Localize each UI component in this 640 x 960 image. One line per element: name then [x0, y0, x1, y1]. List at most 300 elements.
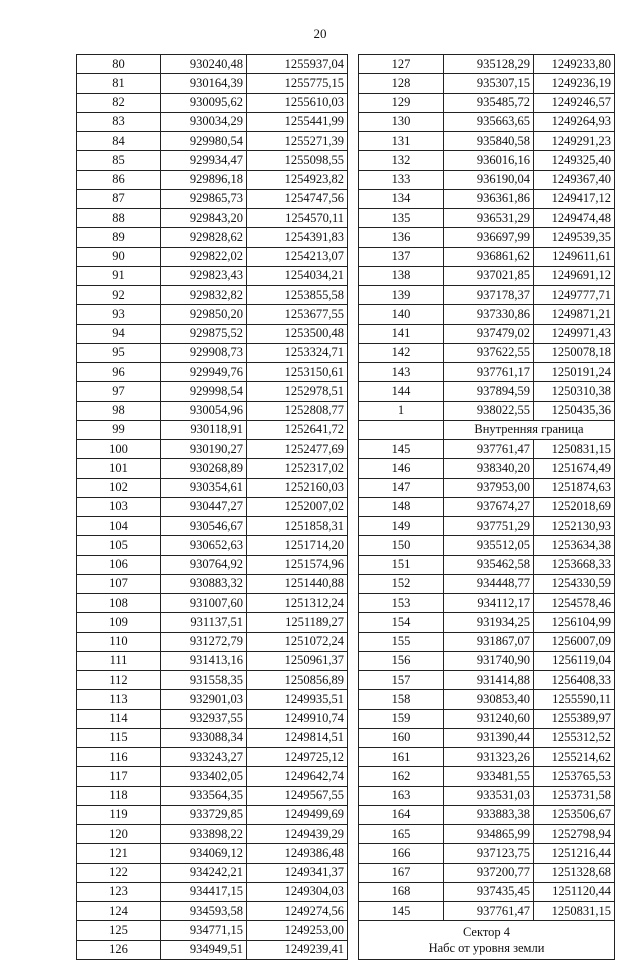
x-coordinate: 935840,58 [444, 132, 534, 151]
point-number: 131 [359, 132, 444, 151]
y-coordinate: 1249233,80 [534, 55, 615, 74]
point-number: 82 [77, 93, 161, 112]
point-number: 150 [359, 536, 444, 555]
x-coordinate: 929865,73 [161, 189, 247, 208]
x-coordinate: 931413,16 [161, 651, 247, 670]
y-coordinate: 1249386,48 [247, 844, 348, 863]
table-row [359, 209, 615, 228]
table-row [77, 805, 348, 824]
table-row [359, 517, 615, 536]
y-coordinate: 1255312,52 [534, 728, 615, 747]
y-coordinate: 1251216,44 [534, 844, 615, 863]
x-coordinate: 929934,47 [161, 151, 247, 170]
table-row [359, 247, 615, 266]
point-number: 149 [359, 517, 444, 536]
table-row [359, 382, 615, 401]
x-coordinate: 933883,38 [444, 805, 534, 824]
table-row [77, 74, 348, 93]
x-coordinate: 929822,02 [161, 247, 247, 266]
table-row [77, 209, 348, 228]
x-coordinate: 930095,62 [161, 93, 247, 112]
y-coordinate: 1254747,56 [247, 189, 348, 208]
point-number: 104 [77, 517, 161, 536]
table-row [77, 440, 348, 459]
x-coordinate: 933898,22 [161, 825, 247, 844]
point-number: 159 [359, 709, 444, 728]
point-number: 155 [359, 632, 444, 651]
y-coordinate: 1251312,24 [247, 594, 348, 613]
table-row [359, 112, 615, 131]
y-coordinate: 1249291,23 [534, 132, 615, 151]
x-coordinate: 937674,27 [444, 497, 534, 516]
y-coordinate: 1249567,55 [247, 786, 348, 805]
point-number: 126 [77, 940, 161, 959]
y-coordinate: 1255441,99 [247, 112, 348, 131]
x-coordinate: 937761,47 [444, 440, 534, 459]
y-coordinate: 1249474,48 [534, 209, 615, 228]
point-number: 98 [77, 401, 161, 420]
y-coordinate: 1251072,24 [247, 632, 348, 651]
table-row [77, 786, 348, 805]
point-number: 116 [77, 748, 161, 767]
x-coordinate: 937435,45 [444, 882, 534, 901]
y-coordinate: 1252477,69 [247, 440, 348, 459]
table-row [77, 286, 348, 305]
y-coordinate: 1249725,12 [247, 748, 348, 767]
y-coordinate: 1253677,55 [247, 305, 348, 324]
point-number: 109 [77, 613, 161, 632]
table-row [359, 536, 615, 555]
y-coordinate: 1249246,57 [534, 93, 615, 112]
x-coordinate: 937021,85 [444, 266, 534, 285]
x-coordinate: 930853,40 [444, 690, 534, 709]
y-coordinate: 1251714,20 [247, 536, 348, 555]
point-number: 136 [359, 228, 444, 247]
inner-boundary-row [359, 420, 615, 439]
y-coordinate: 1249642,74 [247, 767, 348, 786]
y-coordinate: 1253150,61 [247, 363, 348, 382]
x-coordinate: 936697,99 [444, 228, 534, 247]
x-coordinate: 933729,85 [161, 805, 247, 824]
point-number: 95 [77, 343, 161, 362]
y-coordinate: 1249417,12 [534, 189, 615, 208]
point-number: 145 [359, 440, 444, 459]
point-number: 111 [77, 651, 161, 670]
y-coordinate: 1252130,93 [534, 517, 615, 536]
table-row [77, 728, 348, 747]
x-coordinate: 931558,35 [161, 671, 247, 690]
x-coordinate: 937622,55 [444, 343, 534, 362]
x-coordinate: 937761,17 [444, 363, 534, 382]
point-number: 103 [77, 497, 161, 516]
table-row [359, 805, 615, 824]
y-coordinate: 1249304,03 [247, 882, 348, 901]
x-coordinate: 931272,79 [161, 632, 247, 651]
x-coordinate: 934771,15 [161, 921, 247, 940]
x-coordinate: 930240,48 [161, 55, 247, 74]
x-coordinate: 935462,58 [444, 555, 534, 574]
x-coordinate: 930764,92 [161, 555, 247, 574]
x-coordinate: 936361,86 [444, 189, 534, 208]
table-row [359, 266, 615, 285]
table-row [77, 324, 348, 343]
x-coordinate: 931740,90 [444, 651, 534, 670]
x-coordinate: 929998,54 [161, 382, 247, 401]
y-coordinate: 1249499,69 [247, 805, 348, 824]
x-coordinate: 933531,03 [444, 786, 534, 805]
x-coordinate: 937751,29 [444, 517, 534, 536]
y-coordinate: 1249264,93 [534, 112, 615, 131]
point-number: 166 [359, 844, 444, 863]
x-coordinate: 936861,62 [444, 247, 534, 266]
point-number: 83 [77, 112, 161, 131]
point-number: 157 [359, 671, 444, 690]
table-row [359, 786, 615, 805]
point-number: 118 [77, 786, 161, 805]
y-coordinate: 1255271,39 [247, 132, 348, 151]
table-row [77, 902, 348, 921]
point-number: 93 [77, 305, 161, 324]
table-row [359, 440, 615, 459]
y-coordinate: 1251874,63 [534, 478, 615, 497]
y-coordinate: 1253765,53 [534, 767, 615, 786]
x-coordinate: 930118,91 [161, 420, 247, 439]
point-number: 146 [359, 459, 444, 478]
inner-boundary-label: Внутренняя граница [444, 420, 615, 439]
x-coordinate: 930054,96 [161, 401, 247, 420]
x-coordinate: 933564,35 [161, 786, 247, 805]
point-number: 154 [359, 613, 444, 632]
x-coordinate: 930447,27 [161, 497, 247, 516]
y-coordinate: 1252798,94 [534, 825, 615, 844]
point-number: 86 [77, 170, 161, 189]
table-row [359, 690, 615, 709]
point-number: 96 [77, 363, 161, 382]
point-number: 80 [77, 55, 161, 74]
y-coordinate: 1249611,61 [534, 247, 615, 266]
point-number: 134 [359, 189, 444, 208]
y-coordinate: 1249341,37 [247, 863, 348, 882]
point-number: 152 [359, 574, 444, 593]
table-row [77, 478, 348, 497]
table-row [359, 132, 615, 151]
point-number: 135 [359, 209, 444, 228]
x-coordinate: 934865,99 [444, 825, 534, 844]
table-row [359, 671, 615, 690]
point-number: 165 [359, 825, 444, 844]
x-coordinate: 929850,20 [161, 305, 247, 324]
table-row [77, 305, 348, 324]
point-number: 133 [359, 170, 444, 189]
table-row [77, 363, 348, 382]
point-number: 141 [359, 324, 444, 343]
point-number: 122 [77, 863, 161, 882]
y-coordinate: 1250961,37 [247, 651, 348, 670]
y-coordinate: 1253324,71 [247, 343, 348, 362]
x-coordinate: 930354,61 [161, 478, 247, 497]
point-number: 158 [359, 690, 444, 709]
table-row [359, 459, 615, 478]
x-coordinate: 936531,29 [444, 209, 534, 228]
x-coordinate: 937953,00 [444, 478, 534, 497]
x-coordinate: 933402,05 [161, 767, 247, 786]
y-coordinate: 1256408,33 [534, 671, 615, 690]
x-coordinate: 931934,25 [444, 613, 534, 632]
y-coordinate: 1255590,11 [534, 690, 615, 709]
table-row [359, 170, 615, 189]
table-row [77, 55, 348, 74]
point-number: 148 [359, 497, 444, 516]
y-coordinate: 1251328,68 [534, 863, 615, 882]
x-coordinate: 930190,27 [161, 440, 247, 459]
y-coordinate: 1254330,59 [534, 574, 615, 593]
x-coordinate: 929823,43 [161, 266, 247, 285]
y-coordinate: 1251574,96 [247, 555, 348, 574]
table-row [359, 709, 615, 728]
table-row [77, 574, 348, 593]
coordinates-table-right [358, 54, 615, 960]
table-row [359, 844, 615, 863]
point-number: 143 [359, 363, 444, 382]
point-number: 107 [77, 574, 161, 593]
x-coordinate: 937761,47 [444, 902, 534, 921]
point-number: 132 [359, 151, 444, 170]
point-number: 105 [77, 536, 161, 555]
y-coordinate: 1250831,15 [534, 440, 615, 459]
y-coordinate: 1249971,43 [534, 324, 615, 343]
x-coordinate: 929908,73 [161, 343, 247, 362]
table-row [359, 189, 615, 208]
y-coordinate: 1250191,24 [534, 363, 615, 382]
y-coordinate: 1255098,55 [247, 151, 348, 170]
x-coordinate: 934112,17 [444, 594, 534, 613]
point-number: 151 [359, 555, 444, 574]
y-coordinate: 1252317,02 [247, 459, 348, 478]
y-coordinate: 1252160,03 [247, 478, 348, 497]
table-row [77, 940, 348, 959]
x-coordinate: 930034,29 [161, 112, 247, 131]
table-row [359, 728, 615, 747]
point-number: 120 [77, 825, 161, 844]
x-coordinate: 931240,60 [444, 709, 534, 728]
point-number: 160 [359, 728, 444, 747]
point-number: 156 [359, 651, 444, 670]
point-number: 99 [77, 420, 161, 439]
table-row [77, 921, 348, 940]
table-row [77, 497, 348, 516]
point-number: 94 [77, 324, 161, 343]
table-row [359, 863, 615, 882]
y-coordinate: 1255610,03 [247, 93, 348, 112]
x-coordinate: 930652,63 [161, 536, 247, 555]
table-row [359, 305, 615, 324]
y-coordinate: 1250856,89 [247, 671, 348, 690]
x-coordinate: 930546,67 [161, 517, 247, 536]
table-row [77, 517, 348, 536]
x-coordinate: 930883,32 [161, 574, 247, 593]
x-coordinate: 934417,15 [161, 882, 247, 901]
y-coordinate: 1253731,58 [534, 786, 615, 805]
x-coordinate: 929843,20 [161, 209, 247, 228]
y-coordinate: 1253506,67 [534, 805, 615, 824]
y-coordinate: 1253634,38 [534, 536, 615, 555]
x-coordinate: 929949,76 [161, 363, 247, 382]
y-coordinate: 1249814,51 [247, 728, 348, 747]
point-number: 153 [359, 594, 444, 613]
point-number: 89 [77, 228, 161, 247]
table-row [359, 632, 615, 651]
x-coordinate: 934949,51 [161, 940, 247, 959]
point-number: 108 [77, 594, 161, 613]
y-coordinate: 1249439,29 [247, 825, 348, 844]
table-row [359, 497, 615, 516]
x-coordinate: 931323,26 [444, 748, 534, 767]
point-number: 100 [77, 440, 161, 459]
table-row [77, 228, 348, 247]
point-number: 90 [77, 247, 161, 266]
point-number: 127 [359, 55, 444, 74]
point-number: 119 [77, 805, 161, 824]
y-coordinate: 1249274,56 [247, 902, 348, 921]
point-number: 167 [359, 863, 444, 882]
table-row [359, 55, 615, 74]
table-row [77, 651, 348, 670]
y-coordinate: 1253668,33 [534, 555, 615, 574]
table-row [359, 613, 615, 632]
table-row [77, 825, 348, 844]
point-number: 130 [359, 112, 444, 131]
point-number: 112 [77, 671, 161, 690]
point-number: 138 [359, 266, 444, 285]
table-row [359, 93, 615, 112]
x-coordinate: 935663,65 [444, 112, 534, 131]
point-number: 97 [77, 382, 161, 401]
x-coordinate: 935307,15 [444, 74, 534, 93]
y-coordinate: 1250078,18 [534, 343, 615, 362]
point-number: 145 [359, 902, 444, 921]
y-coordinate: 1253855,58 [247, 286, 348, 305]
x-coordinate: 934069,12 [161, 844, 247, 863]
point-number: 85 [77, 151, 161, 170]
point-number: 102 [77, 478, 161, 497]
point-number: 117 [77, 767, 161, 786]
table-row [77, 151, 348, 170]
x-coordinate: 933088,34 [161, 728, 247, 747]
x-coordinate: 933243,27 [161, 748, 247, 767]
y-coordinate: 1252978,51 [247, 382, 348, 401]
table-row [77, 112, 348, 131]
y-coordinate: 1251440,88 [247, 574, 348, 593]
y-coordinate: 1254213,07 [247, 247, 348, 266]
table-row [359, 478, 615, 497]
point-number: 106 [77, 555, 161, 574]
table-row [359, 324, 615, 343]
table-row [359, 74, 615, 93]
y-coordinate: 1255775,15 [247, 74, 348, 93]
point-number: 144 [359, 382, 444, 401]
y-coordinate: 1254923,82 [247, 170, 348, 189]
x-coordinate: 931007,60 [161, 594, 247, 613]
y-coordinate: 1252808,77 [247, 401, 348, 420]
table-row [77, 536, 348, 555]
table-row [359, 651, 615, 670]
y-coordinate: 1251120,44 [534, 882, 615, 901]
table-row [359, 286, 615, 305]
y-coordinate: 1250310,38 [534, 382, 615, 401]
table-row [359, 574, 615, 593]
point-number: 110 [77, 632, 161, 651]
point-number: 128 [359, 74, 444, 93]
x-coordinate: 936016,16 [444, 151, 534, 170]
table-row [77, 613, 348, 632]
x-coordinate: 930164,39 [161, 74, 247, 93]
point-number: 87 [77, 189, 161, 208]
x-coordinate: 929828,62 [161, 228, 247, 247]
y-coordinate: 1249777,71 [534, 286, 615, 305]
y-coordinate: 1254570,11 [247, 209, 348, 228]
point-number: 81 [77, 74, 161, 93]
x-coordinate: 937123,75 [444, 844, 534, 863]
x-coordinate: 937200,77 [444, 863, 534, 882]
table-row [77, 459, 348, 478]
sector-header [359, 921, 615, 960]
x-coordinate: 938022,55 [444, 401, 534, 420]
table-row [77, 170, 348, 189]
y-coordinate: 1249325,40 [534, 151, 615, 170]
y-coordinate: 1254391,83 [247, 228, 348, 247]
y-coordinate: 1250435,36 [534, 401, 615, 420]
table-row [359, 555, 615, 574]
x-coordinate: 931867,07 [444, 632, 534, 651]
x-coordinate: 935128,29 [444, 55, 534, 74]
x-coordinate: 937894,59 [444, 382, 534, 401]
table-row [359, 825, 615, 844]
point-number: 147 [359, 478, 444, 497]
y-coordinate: 1256007,09 [534, 632, 615, 651]
x-coordinate: 933481,55 [444, 767, 534, 786]
y-coordinate: 1249910,74 [247, 709, 348, 728]
point-number: 129 [359, 93, 444, 112]
table-row [77, 671, 348, 690]
point-number: 88 [77, 209, 161, 228]
table-row [77, 343, 348, 362]
x-coordinate: 931414,88 [444, 671, 534, 690]
point-number: 91 [77, 266, 161, 285]
table-row [359, 882, 615, 901]
sector-title: Сектор 4 [462, 925, 511, 940]
point-number: 101 [77, 459, 161, 478]
y-coordinate: 1251674,49 [534, 459, 615, 478]
table-row [359, 343, 615, 362]
table-row [77, 247, 348, 266]
x-coordinate: 931390,44 [444, 728, 534, 747]
y-coordinate: 1256104,99 [534, 613, 615, 632]
x-coordinate: 936190,04 [444, 170, 534, 189]
table-row [77, 266, 348, 285]
y-coordinate: 1253500,48 [247, 324, 348, 343]
point-number: 125 [77, 921, 161, 940]
table-row [359, 401, 615, 420]
x-coordinate: 929875,52 [161, 324, 247, 343]
x-coordinate: 934242,21 [161, 863, 247, 882]
table-row [77, 709, 348, 728]
table-row [77, 594, 348, 613]
point-number: 142 [359, 343, 444, 362]
x-coordinate: 929832,82 [161, 286, 247, 305]
table-row [77, 555, 348, 574]
y-coordinate: 1249236,19 [534, 74, 615, 93]
x-coordinate: 929980,54 [161, 132, 247, 151]
